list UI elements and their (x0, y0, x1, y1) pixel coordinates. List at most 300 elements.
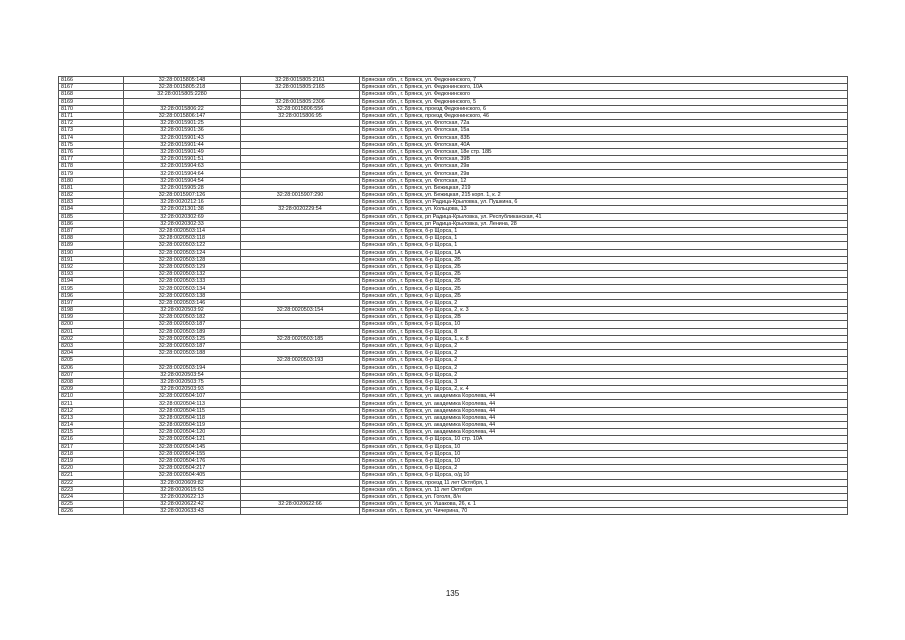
cadastral-number-land-cell: 32:28:0015905:28 (124, 184, 241, 191)
cadastral-number-building-cell (241, 321, 360, 328)
cadastral-number-land-cell: 32:28:0015805:148 (124, 77, 241, 84)
address-cell: Брянская обл., г. Брянск, ул. академика Королева, 44 (360, 429, 848, 436)
cadastral-number-land-cell: 32:28:0020609:82 (124, 479, 241, 486)
cadastral-number-land-cell: 32:28:0020615:63 (124, 486, 241, 493)
cadastral-number-building-cell: 32:28:0020622:66 (241, 501, 360, 508)
cadastral-number-land-cell: 32:28:0020503:114 (124, 227, 241, 234)
table-row (59, 386, 848, 393)
address-cell: Брянская обл., г. Брянск, б-р Щорса, 10 (360, 450, 848, 457)
table-row (59, 508, 848, 515)
row-number-cell: 8190 (59, 249, 124, 256)
address-cell: Брянская обл., г. Брянск, ул. Флотская, 40А (360, 141, 848, 148)
table-row (59, 314, 848, 321)
address-cell: Брянская обл., г. Брянск, б-р Щорса, 2 (360, 342, 848, 349)
cadastral-number-building-cell: 32:28:0015907:290 (241, 192, 360, 199)
table-row (59, 486, 848, 493)
address-cell: Брянская обл., г. Брянск, ул. Флотская, 18е стр. 18Б (360, 148, 848, 155)
cadastral-number-land-cell: 32:28:0015901:43 (124, 134, 241, 141)
address-cell: Брянская обл., г. Брянск, б-р Щорса, 2, к. 4 (360, 386, 848, 393)
cadastral-number-land-cell: 32:28:0020504:118 (124, 414, 241, 421)
cadastral-number-building-cell (241, 235, 360, 242)
cadastral-number-land-cell: 32:28:0020504:405 (124, 472, 241, 479)
row-number-cell: 8191 (59, 256, 124, 263)
cadastral-number-building-cell (241, 263, 360, 270)
row-number-cell: 8183 (59, 199, 124, 206)
cadastral-number-building-cell: 32:28:0015805:2165 (241, 84, 360, 91)
cadastral-number-building-cell (241, 328, 360, 335)
address-cell: Брянская обл., г. Брянск, б-р Щорса, 3 (360, 378, 848, 385)
table-row (59, 436, 848, 443)
cadastral-number-building-cell: 32:28:0020503:154 (241, 307, 360, 314)
cadastral-number-land-cell: 32:28:0015805:2280 (124, 91, 241, 98)
cadastral-number-building-cell (241, 134, 360, 141)
table-row (59, 213, 848, 220)
address-cell: Брянская обл., г. Брянск, ул. академика Королева, 44 (360, 400, 848, 407)
cadastral-number-building-cell (241, 472, 360, 479)
table-row (59, 98, 848, 105)
address-cell: Брянская обл., г. Брянск, ул. Флотская, 83Б (360, 134, 848, 141)
table-row (59, 235, 848, 242)
address-cell: Брянская обл., г. Брянск, б-р Щорса, 2 (360, 371, 848, 378)
cadastral-number-land-cell: 32:28:0020212:16 (124, 199, 241, 206)
table-row (59, 227, 848, 234)
table-row (59, 342, 848, 349)
cadastral-number-land-cell: 32:28:0015901:49 (124, 148, 241, 155)
address-cell: Брянская обл., г. Брянск, ул. Федюнинского, 5 (360, 98, 848, 105)
address-cell: Брянская обл., г. Брянск, б-р Щорса, 10 (360, 443, 848, 450)
address-cell: Брянская обл., г. Брянск, ул. Федюнинского, 7 (360, 77, 848, 84)
cadastral-number-building-cell (241, 422, 360, 429)
cadastral-number-land-cell: 32:28:0020503:194 (124, 364, 241, 371)
row-number-cell: 8168 (59, 91, 124, 98)
cadastral-number-building-cell (241, 141, 360, 148)
row-number-cell: 8208 (59, 378, 124, 385)
row-number-cell: 8179 (59, 170, 124, 177)
row-number-cell: 8214 (59, 422, 124, 429)
row-number-cell: 8225 (59, 501, 124, 508)
cadastral-number-building-cell: 32:28:0020503:193 (241, 357, 360, 364)
cadastral-number-land-cell: 32:28:0020504:155 (124, 450, 241, 457)
row-number-cell: 8182 (59, 192, 124, 199)
row-number-cell: 8201 (59, 328, 124, 335)
row-number-cell: 8170 (59, 105, 124, 112)
row-number-cell: 8195 (59, 285, 124, 292)
table-row (59, 501, 848, 508)
table-row (59, 256, 848, 263)
address-cell: Брянская обл., г. Брянск, б-р Щорса, 1 (360, 227, 848, 234)
cadastral-number-land-cell: 32:28:0015901:36 (124, 127, 241, 134)
cadastral-number-building-cell (241, 457, 360, 464)
table-row (59, 285, 848, 292)
cadastral-number-land-cell: 32:28:0020504:120 (124, 429, 241, 436)
row-number-cell: 8211 (59, 400, 124, 407)
address-cell: Брянская обл., г. Брянск, б-р Щорса, 10 (360, 321, 848, 328)
table-row (59, 120, 848, 127)
cadastral-number-building-cell (241, 220, 360, 227)
table-body (59, 77, 848, 515)
table-row (59, 299, 848, 306)
cadastral-number-land-cell: 32:28:0015907:126 (124, 192, 241, 199)
address-cell: Брянская обл., г. Брянск, б-р Щорса, 2В (360, 314, 848, 321)
table-row (59, 479, 848, 486)
cadastral-number-land-cell: 32:28:0020503:118 (124, 235, 241, 242)
row-number-cell: 8193 (59, 271, 124, 278)
cadastral-number-land-cell: 32:28:0021301:38 (124, 206, 241, 213)
row-number-cell: 8207 (59, 371, 124, 378)
address-cell: Брянская обл., г. Брянск, ул. Гоголя, 8/н (360, 493, 848, 500)
cadastral-number-land-cell: 32:28:0020622:13 (124, 493, 241, 500)
cadastral-number-land-cell: 32:28:0015805:218 (124, 84, 241, 91)
cadastral-number-land-cell: 32:28:0020503:138 (124, 292, 241, 299)
table-row (59, 278, 848, 285)
cadastral-number-building-cell (241, 486, 360, 493)
row-number-cell: 8172 (59, 120, 124, 127)
row-number-cell: 8169 (59, 98, 124, 105)
table-row (59, 242, 848, 249)
cadastral-number-building-cell: 32:28:0015806:556 (241, 105, 360, 112)
address-cell: Брянская обл., г. Брянск, ул. Чичерина, 70 (360, 508, 848, 515)
cadastral-number-building-cell (241, 256, 360, 263)
table-row (59, 350, 848, 357)
table-row (59, 465, 848, 472)
row-number-cell: 8209 (59, 386, 124, 393)
address-cell: Брянская обл., г. Брянск, проезд Федюнинского, 6 (360, 105, 848, 112)
table-row (59, 429, 848, 436)
address-cell: Брянская обл., г. Брянск, ул. Флотская, 29в (360, 170, 848, 177)
cadastral-number-building-cell (241, 314, 360, 321)
table-row (59, 292, 848, 299)
address-cell: Брянская обл., г. Брянск, б-р Щорса, 1 (360, 235, 848, 242)
table-row (59, 328, 848, 335)
cadastral-number-building-cell (241, 120, 360, 127)
cadastral-number-land-cell: 32:28:0020503:134 (124, 285, 241, 292)
table-row (59, 400, 848, 407)
row-number-cell: 8173 (59, 127, 124, 134)
row-number-cell: 8194 (59, 278, 124, 285)
address-cell: Брянская обл., г. Брянск, б-р Щорса, 1А (360, 249, 848, 256)
table-row (59, 192, 848, 199)
row-number-cell: 8187 (59, 227, 124, 234)
cadastral-number-building-cell (241, 227, 360, 234)
row-number-cell: 8219 (59, 457, 124, 464)
table-row (59, 163, 848, 170)
address-cell: Брянская обл., г. Брянск, б-р Щорса, 2 (360, 357, 848, 364)
row-number-cell: 8222 (59, 479, 124, 486)
cadastral-number-building-cell (241, 450, 360, 457)
address-cell: Брянская обл., г. Брянск, ул. Бежицкая, 219 (360, 184, 848, 191)
row-number-cell: 8186 (59, 220, 124, 227)
row-number-cell: 8221 (59, 472, 124, 479)
table-row (59, 393, 848, 400)
table-row (59, 148, 848, 155)
cadastral-number-land-cell: 32:28:0020504:113 (124, 400, 241, 407)
cadastral-number-building-cell (241, 170, 360, 177)
row-number-cell: 8205 (59, 357, 124, 364)
table-row (59, 134, 848, 141)
table-row (59, 493, 848, 500)
address-cell: Брянская обл., г. Брянск, б-р Щорса, 2Б (360, 256, 848, 263)
row-number-cell: 8181 (59, 184, 124, 191)
table-row (59, 177, 848, 184)
row-number-cell: 8167 (59, 84, 124, 91)
cadastral-number-building-cell: 32:28:0015806:95 (241, 112, 360, 119)
row-number-cell: 8196 (59, 292, 124, 299)
cadastral-number-building-cell: 32:28:0020503:185 (241, 335, 360, 342)
address-cell: Брянская обл., г. Брянск, б-р Щорса, 2Б (360, 263, 848, 270)
table-row (59, 184, 848, 191)
cadastral-number-building-cell (241, 350, 360, 357)
row-number-cell: 8180 (59, 177, 124, 184)
table-row (59, 141, 848, 148)
cadastral-number-land-cell: 32:28:0020503:54 (124, 371, 241, 378)
row-number-cell: 8220 (59, 465, 124, 472)
cadastral-number-land-cell: 32:28:0020503:129 (124, 263, 241, 270)
cadastral-number-land-cell: 32:28:0020504:119 (124, 422, 241, 429)
cadastral-number-land-cell: 32:28:0015904:64 (124, 170, 241, 177)
row-number-cell: 8218 (59, 450, 124, 457)
row-number-cell: 8210 (59, 393, 124, 400)
table-row (59, 105, 848, 112)
cadastral-number-building-cell (241, 493, 360, 500)
cadastral-number-building-cell (241, 156, 360, 163)
address-cell: Брянская обл., г. Брянск, б-р Щорса, 2 (360, 364, 848, 371)
row-number-cell: 8175 (59, 141, 124, 148)
cadastral-number-building-cell (241, 342, 360, 349)
cadastral-number-land-cell: 32:28:0020504:107 (124, 393, 241, 400)
table-row (59, 307, 848, 314)
row-number-cell: 8177 (59, 156, 124, 163)
row-number-cell: 8212 (59, 407, 124, 414)
cadastral-number-land-cell: 32:28:0020504:115 (124, 407, 241, 414)
address-cell: Брянская обл., г. Брянск, б-р Щорса, 2Б (360, 285, 848, 292)
cadastral-number-building-cell: 32:28:0015805:2161 (241, 77, 360, 84)
cadastral-number-building-cell (241, 429, 360, 436)
cadastral-number-land-cell: 32:28:0020504:217 (124, 465, 241, 472)
table-row (59, 206, 848, 213)
row-number-cell: 8178 (59, 163, 124, 170)
cadastral-number-land-cell: 32:28:0020503:189 (124, 328, 241, 335)
cadastral-number-land-cell: 32:28:0020503:187 (124, 321, 241, 328)
cadastral-number-land-cell: 32:28:0020504:176 (124, 457, 241, 464)
row-number-cell: 8185 (59, 213, 124, 220)
cadastral-number-building-cell (241, 177, 360, 184)
cadastral-number-building-cell (241, 371, 360, 378)
cadastral-number-land-cell: 32:28:0020503:93 (124, 386, 241, 393)
row-number-cell: 8171 (59, 112, 124, 119)
table-row (59, 156, 848, 163)
table-row (59, 378, 848, 385)
table-row (59, 321, 848, 328)
row-number-cell: 8200 (59, 321, 124, 328)
address-cell: Брянская обл., г. Брянск, ул. Федюнинского (360, 91, 848, 98)
address-cell: Брянская обл., г. Брянск, б-р Щорса, 1 (360, 242, 848, 249)
cadastral-number-building-cell (241, 278, 360, 285)
address-cell: Брянская обл., г. Брянск, ул. академика Королева, 44 (360, 393, 848, 400)
cadastral-number-land-cell (124, 98, 241, 105)
cadastral-number-building-cell (241, 127, 360, 134)
cadastral-number-land-cell: 32:28:0020503:122 (124, 242, 241, 249)
row-number-cell: 8224 (59, 493, 124, 500)
cadastral-number-land-cell: 32:28:0020503:75 (124, 378, 241, 385)
address-cell: Брянская обл., г. Брянск, ул. академика Королева, 44 (360, 422, 848, 429)
table-row (59, 199, 848, 206)
cadastral-number-building-cell (241, 242, 360, 249)
cadastral-number-land-cell: 32:28:0020503:146 (124, 299, 241, 306)
address-cell: Брянская обл., г. Брянск, ул. 11 лет Октября (360, 486, 848, 493)
address-cell: Брянская обл., г. Брянск, б-р Щорса, 8 (360, 328, 848, 335)
table-row (59, 364, 848, 371)
row-number-cell: 8215 (59, 429, 124, 436)
cadastral-number-building-cell (241, 249, 360, 256)
table-row (59, 170, 848, 177)
row-number-cell: 8226 (59, 508, 124, 515)
cadastral-number-land-cell: 32:28:0020622:42 (124, 501, 241, 508)
address-cell: Брянская обл., г. Брянск, б-р Щорса, о/д 10 (360, 472, 848, 479)
cadastral-number-building-cell: 32:28:0015805:2306 (241, 98, 360, 105)
cadastral-number-land-cell: 32:28:0015901:44 (124, 141, 241, 148)
address-cell: Брянская обл., г. Брянск, ул. Федюнинского, 10А (360, 84, 848, 91)
cadastral-number-building-cell (241, 393, 360, 400)
cadastral-number-land-cell: 32:28:0020633:43 (124, 508, 241, 515)
address-cell: Брянская обл., г. Брянск, ул. Флотская, 39В (360, 156, 848, 163)
cadastral-number-land-cell: 32:28:0015806:22 (124, 105, 241, 112)
cadastral-number-building-cell (241, 465, 360, 472)
cadastral-number-land-cell: 32:28:0015904:63 (124, 163, 241, 170)
cadastral-number-building-cell (241, 407, 360, 414)
cadastral-number-building-cell (241, 443, 360, 450)
page-number: 135 (445, 589, 460, 598)
cadastral-number-land-cell (124, 357, 241, 364)
row-number-cell: 8202 (59, 335, 124, 342)
cadastral-number-building-cell (241, 378, 360, 385)
cadastral-number-land-cell: 32:28:0020503:182 (124, 314, 241, 321)
address-cell: Брянская обл., г. Брянск, б-р Щорса, 2 (360, 299, 848, 306)
cadastral-number-building-cell (241, 508, 360, 515)
table-row (59, 450, 848, 457)
address-cell: Брянская обл., г. Брянск, б-р Щорса, 2Б (360, 292, 848, 299)
address-cell: Брянская обл., г. Брянск, б-р Щорса, 2 (360, 465, 848, 472)
cadastral-number-land-cell: 32:28:0020503:133 (124, 278, 241, 285)
address-cell: Брянская обл., г. Брянск, ул. Флотская, 29в (360, 163, 848, 170)
address-cell: Брянская обл., г. Брянск, б-р Щорса, 2Б (360, 278, 848, 285)
cadastral-number-building-cell (241, 199, 360, 206)
cadastral-number-land-cell: 32:28:0015901:25 (124, 120, 241, 127)
cadastral-number-building-cell (241, 285, 360, 292)
cadastral-number-land-cell: 32:28:0020302:69 (124, 213, 241, 220)
address-cell: Брянская обл., г. Брянск, ул. Бежицкая, 215 корп. 1, к. 2 (360, 192, 848, 199)
address-cell: Брянская обл., г. Брянск, рп Радица-Крыловка, ул. Ленина, 28 (360, 220, 848, 227)
row-number-cell: 8176 (59, 148, 124, 155)
address-cell: Брянская обл., г. Брянск, ул. Флотская, 12 (360, 177, 848, 184)
table-row (59, 335, 848, 342)
table-row (59, 112, 848, 119)
cadastral-number-land-cell: 32:28:0020503:188 (124, 350, 241, 357)
cadastral-number-land-cell: 32:28:0015806:147 (124, 112, 241, 119)
address-cell: Брянская обл., г. Брянск, рп Радица-Крыловка, ул. Республиканская, 41 (360, 213, 848, 220)
cadastral-number-building-cell (241, 292, 360, 299)
table-row (59, 249, 848, 256)
cadastral-table (58, 76, 848, 515)
table-row (59, 357, 848, 364)
row-number-cell: 8206 (59, 364, 124, 371)
row-number-cell: 8217 (59, 443, 124, 450)
address-cell: Брянская обл., г. Брянск, б-р Щорса, 1, к. 8 (360, 335, 848, 342)
row-number-cell: 8184 (59, 206, 124, 213)
cadastral-number-land-cell: 32:28:0020503:92 (124, 307, 241, 314)
cadastral-number-land-cell: 32:28:0020503:124 (124, 249, 241, 256)
row-number-cell: 8216 (59, 436, 124, 443)
cadastral-number-land-cell: 32:28:0020302:33 (124, 220, 241, 227)
cadastral-number-land-cell: 32:28:0020503:125 (124, 335, 241, 342)
row-number-cell: 8192 (59, 263, 124, 270)
table-row (59, 220, 848, 227)
cadastral-number-land-cell: 32:28:0020503:128 (124, 256, 241, 263)
table-row (59, 127, 848, 134)
row-number-cell: 8199 (59, 314, 124, 321)
address-cell: Брянская обл., г. Брянск, проезд 11 лет Октября, 1 (360, 479, 848, 486)
address-cell: Брянская обл., г. Брянск, б-р Щорса, 2Б (360, 271, 848, 278)
cadastral-number-building-cell (241, 148, 360, 155)
table-row (59, 457, 848, 464)
cadastral-number-land-cell: 32:28:0020503:132 (124, 271, 241, 278)
address-cell: Брянская обл., г. Брянск, ул. академика Королева, 44 (360, 407, 848, 414)
table-row (59, 84, 848, 91)
cadastral-number-building-cell (241, 479, 360, 486)
cadastral-number-land-cell: 32:28:0020503:187 (124, 342, 241, 349)
address-cell: Брянская обл., г. Брянск, проезд Федюнинского, 46 (360, 112, 848, 119)
row-number-cell: 8204 (59, 350, 124, 357)
cadastral-number-land-cell: 32:28:0015901:51 (124, 156, 241, 163)
cadastral-number-building-cell (241, 414, 360, 421)
address-cell: Брянская обл., г. Брянск, б-р Щорса, 2, к. 3 (360, 307, 848, 314)
table-row (59, 414, 848, 421)
table-row (59, 422, 848, 429)
cadastral-number-land-cell: 32:28:0020504:121 (124, 436, 241, 443)
cadastral-number-building-cell (241, 213, 360, 220)
cadastral-number-building-cell: 32:28:0020229:54 (241, 206, 360, 213)
table-row (59, 472, 848, 479)
address-cell: Брянская обл., г. Брянск, ул. Флотская, 72а (360, 120, 848, 127)
cadastral-number-building-cell (241, 184, 360, 191)
cadastral-number-building-cell (241, 163, 360, 170)
row-number-cell: 8188 (59, 235, 124, 242)
row-number-cell: 8197 (59, 299, 124, 306)
cadastral-number-building-cell (241, 386, 360, 393)
address-cell: Брянская обл., г. Брянск, б-р Щорса, 2 (360, 350, 848, 357)
cadastral-number-building-cell (241, 91, 360, 98)
row-number-cell: 8189 (59, 242, 124, 249)
row-number-cell: 8203 (59, 342, 124, 349)
table-row (59, 407, 848, 414)
row-number-cell: 8198 (59, 307, 124, 314)
table-row (59, 91, 848, 98)
row-number-cell: 8223 (59, 486, 124, 493)
table-row (59, 371, 848, 378)
address-cell: Брянская обл., г. Брянск, ул. Кольцова, 13 (360, 206, 848, 213)
address-cell: Брянская обл., г. Брянск, ул Радица-Крыловка, ул. Пушкина, 6 (360, 199, 848, 206)
table-row (59, 77, 848, 84)
table-row (59, 263, 848, 270)
address-cell: Брянская обл., г. Брянск, ул. Флотская, 15а (360, 127, 848, 134)
address-cell: Брянская обл., г. Брянск, б-р Щорса, 10 стр. 10А (360, 436, 848, 443)
address-cell: Брянская обл., г. Брянск, б-р Щорса, 10 (360, 457, 848, 464)
cadastral-number-building-cell (241, 400, 360, 407)
cadastral-number-land-cell: 32:28:0020504:145 (124, 443, 241, 450)
address-cell: Брянская обл., г. Брянск, ул. академика Королева, 44 (360, 414, 848, 421)
cadastral-number-building-cell (241, 364, 360, 371)
cadastral-number-building-cell (241, 436, 360, 443)
row-number-cell: 8174 (59, 134, 124, 141)
